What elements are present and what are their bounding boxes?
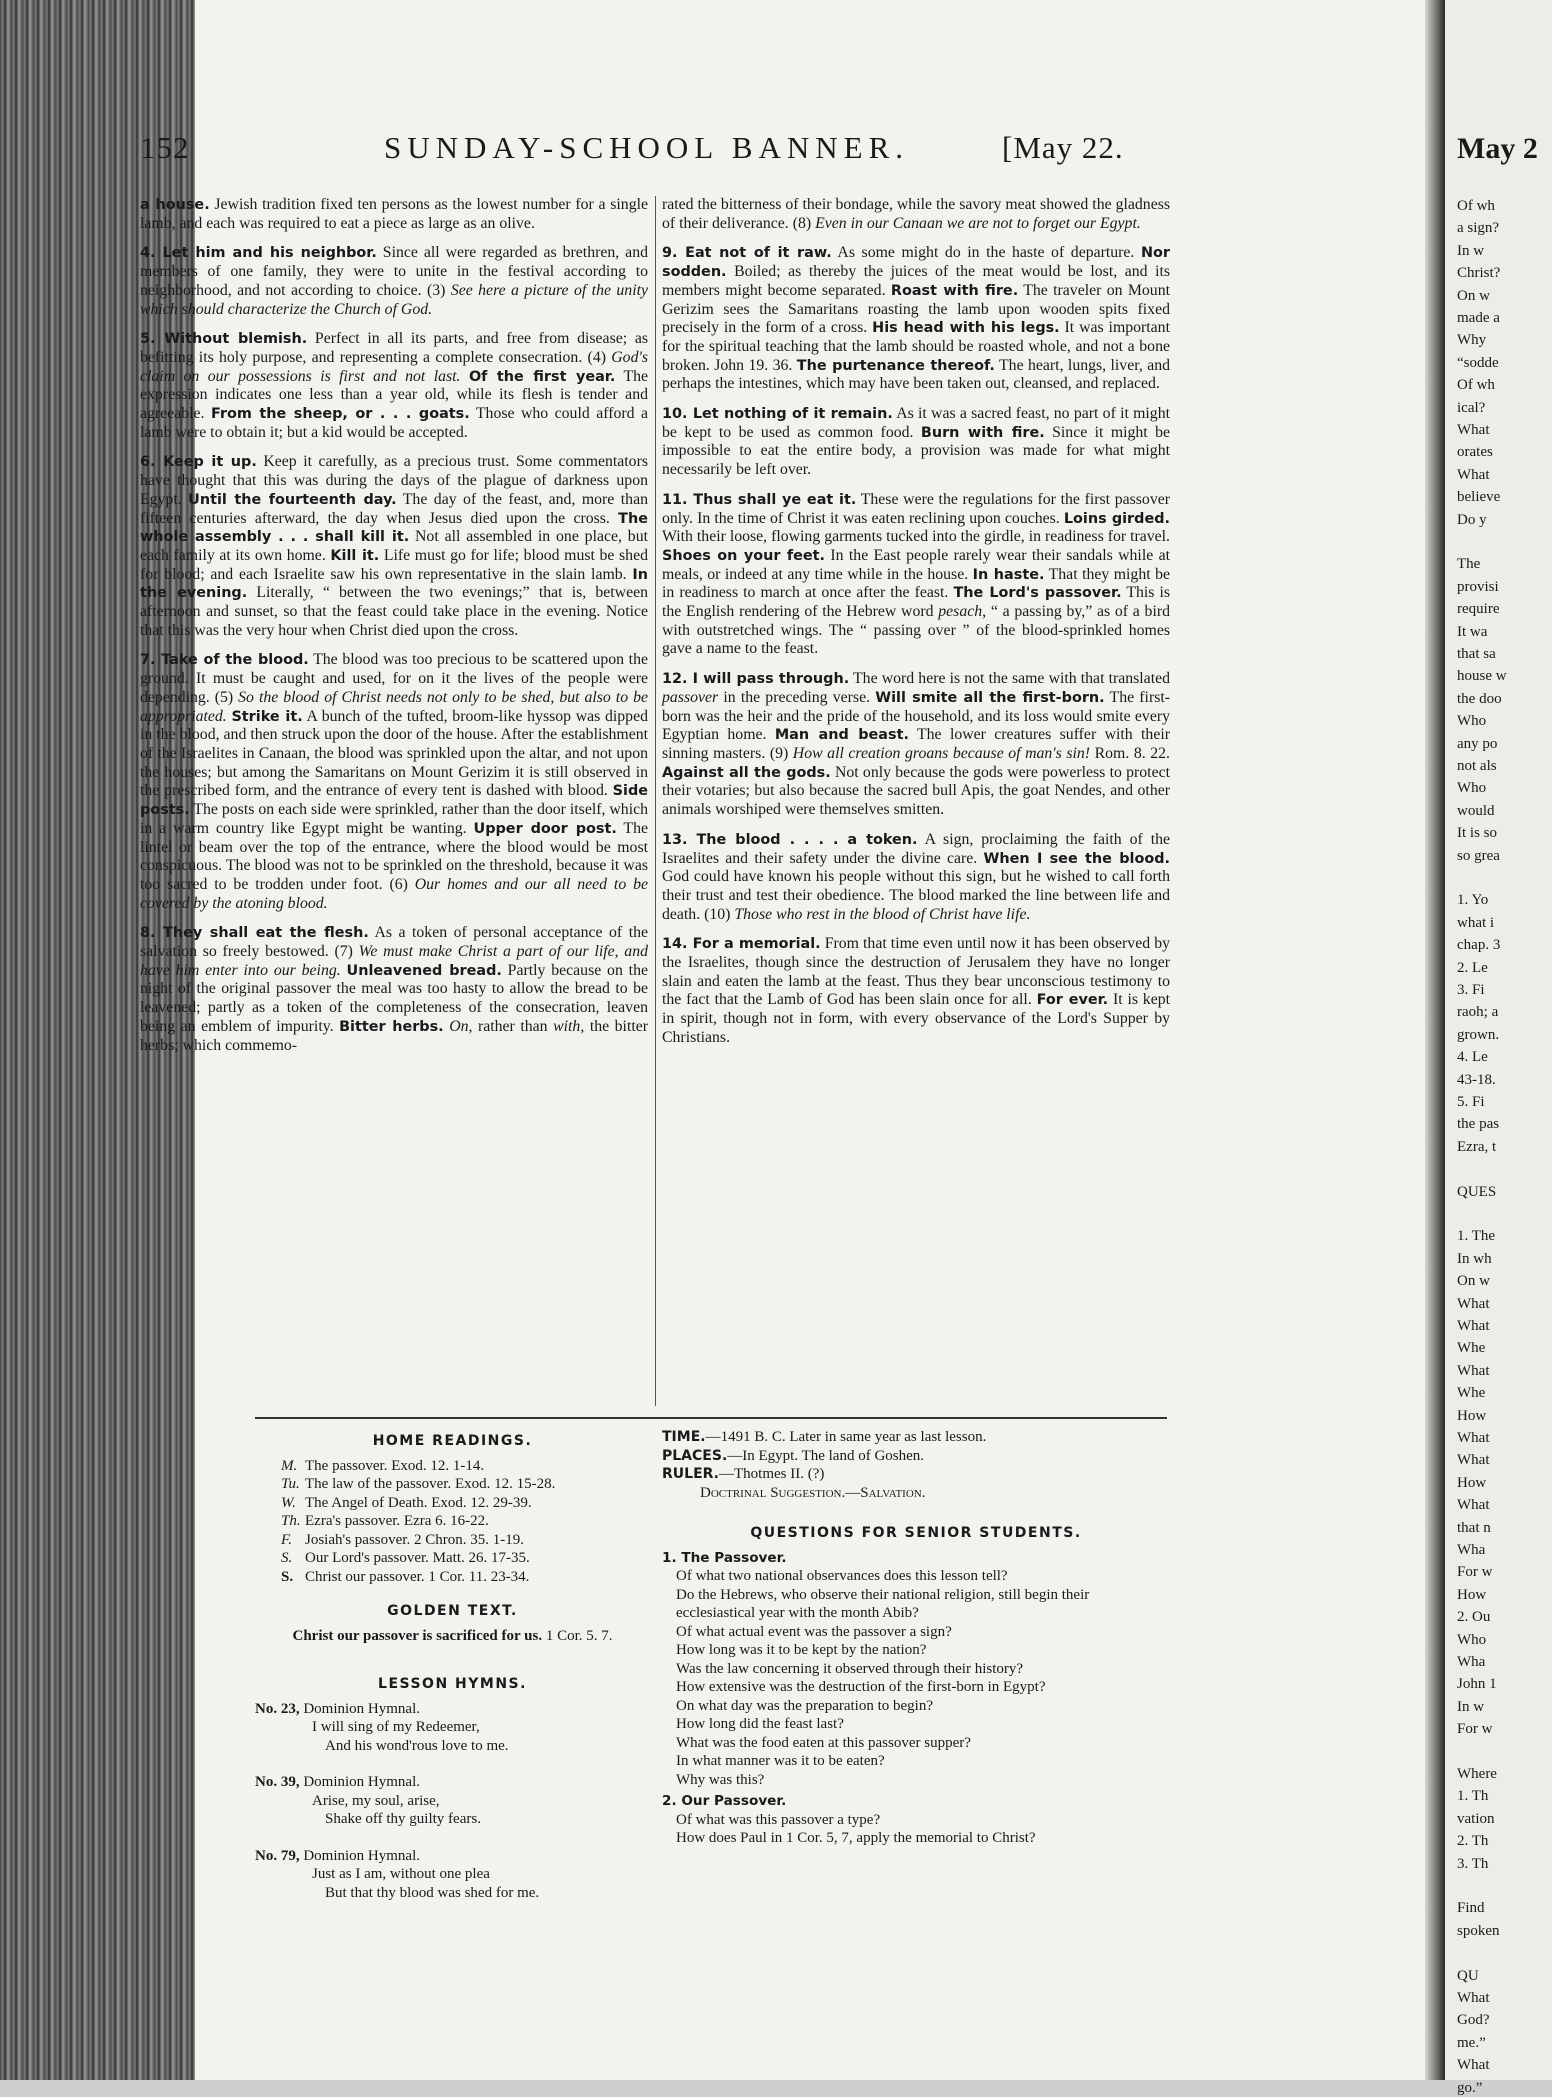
facing-page-heading: May 2 xyxy=(1457,132,1538,165)
issue-date: [May 22. xyxy=(1002,130,1124,165)
commentary-text: The lower creatures suffer with their sinning masters. (9) xyxy=(662,726,1170,762)
application-note: passover xyxy=(662,688,719,706)
verse-heading: Against all the gods. xyxy=(662,764,831,781)
commentary-text: Literally, “ between the two evenings;” that is, between afternoon and sunset, so that the feast could take place in the evening. Notice that this was the very hour when Christ died upon the cross. xyxy=(140,584,648,639)
hymn-no: No. 79, xyxy=(255,1847,300,1864)
facing-page-line: What xyxy=(1457,1497,1490,1514)
hymn-entry xyxy=(255,1700,650,1756)
commentary-text: This is the English rendering of the Hebrew word xyxy=(662,584,1170,621)
page-gutter xyxy=(1425,0,1445,2080)
commentary-text: The blood was too precious to be scattered upon the ground. It must be caught and used, for on it the lives of the people were depending. (5) xyxy=(140,651,648,706)
home-readings-section xyxy=(255,1428,650,1920)
question: Of what two national observances does this lesson tell? xyxy=(676,1568,1008,1584)
section-rule xyxy=(255,1417,1167,1419)
commentary-text: Since all were regarded as brethren, and members of one family, they were to unite in the festival according to neighborhood, and not according to choice. (3) xyxy=(140,244,648,299)
verse-heading: Will smite all the first-born. xyxy=(875,689,1105,706)
facing-page-line: What xyxy=(1457,2057,1490,2074)
commentary-text: Perfect in all its parts, and free from disease; as befitting its holy purpose, and representing a complete consecration. (4) xyxy=(140,330,648,366)
facing-page-line: 43-18. xyxy=(1457,1071,1496,1088)
commentary-text: That they might be in readiness to march at once after the feast. xyxy=(662,565,1170,602)
ruler-row xyxy=(662,1465,1170,1484)
page-number: 152 xyxy=(140,130,190,165)
reading-text: Josiah's passover. 2 Chron. 35. 1-19. xyxy=(305,1531,524,1548)
reading-day: Tu. xyxy=(281,1476,300,1492)
facing-page-line: John 1 xyxy=(1457,1676,1497,1693)
facing-page-line: 1. The xyxy=(1457,1228,1496,1245)
verse-heading: 11. Thus shall ye eat it. xyxy=(662,491,857,508)
paragraph xyxy=(140,196,648,233)
facing-page-line: raoh; a xyxy=(1457,1004,1499,1021)
hymn-number xyxy=(255,1847,650,1866)
verse-heading: His head with his legs. xyxy=(872,320,1060,337)
facing-page-line: a sign? xyxy=(1457,220,1500,237)
facing-page-line: would xyxy=(1457,802,1495,819)
verse-heading: In haste. xyxy=(972,566,1045,583)
verse-heading: The whole assembly . . . shall kill it. xyxy=(140,510,648,546)
application-note: God's claim on our possessions is first and not last. xyxy=(140,348,648,385)
facing-page-line: me.” xyxy=(1457,2034,1486,2051)
ruler-value: —Thotmes II. (?) xyxy=(719,1466,825,1482)
application-note: with, xyxy=(553,1017,585,1035)
senior-questions-title: QUESTIONS FOR SENIOR STUDENTS. xyxy=(750,1525,1082,1541)
hymn-book: Dominion Hymnal. xyxy=(299,1700,421,1717)
facing-page-line: Ezra, t xyxy=(1457,1138,1497,1155)
reading-day: S. xyxy=(281,1568,294,1585)
commentary-text: These were the regulations for the first passover only. In the time of Christ it was eaten reclining upon couches. xyxy=(662,490,1170,527)
facing-page-line: What xyxy=(1457,1362,1490,1379)
paragraph xyxy=(662,491,1170,659)
facing-page-line: Who xyxy=(1457,713,1487,730)
facing-page-line: that sa xyxy=(1457,646,1496,662)
facing-page-line: How xyxy=(1457,1407,1487,1424)
commentary-text: the bitter herbs; which commemo- xyxy=(140,1017,648,1054)
facing-page-line: 3. Th xyxy=(1457,1855,1489,1872)
facing-page-line: How xyxy=(1457,1586,1487,1603)
application-note: Even in our Canaan we are not to forget our Egypt. xyxy=(815,214,1141,232)
facing-page-line: grown. xyxy=(1457,1026,1500,1043)
paragraph xyxy=(662,935,1170,1047)
verse-heading: Until the fourteenth day. xyxy=(188,491,397,508)
facing-page-line: In wh xyxy=(1457,1250,1492,1267)
commentary-text: The word here is not the same with that translated xyxy=(849,670,1170,688)
facing-page-line: any po xyxy=(1457,735,1498,752)
commentary-text: With their loose, flowing garments tucked into the girdle, in readiness for travel. xyxy=(662,528,1170,546)
application-note: Our homes and our all need to be covered by the atoning blood. xyxy=(140,875,649,912)
reading-row xyxy=(255,1568,650,1587)
facing-page-line: what i xyxy=(1457,914,1495,931)
hymn-entry xyxy=(255,1773,650,1829)
question: On what day was the preparation to begin? xyxy=(676,1697,933,1714)
verse-heading: Unleavened bread. xyxy=(346,962,502,979)
verse-heading: 10. Let nothing of it remain. xyxy=(662,406,893,423)
facing-page-line: The xyxy=(1457,556,1481,573)
hymn-line: I will sing of my Redeemer, xyxy=(312,1719,480,1735)
time-row xyxy=(662,1428,1170,1447)
commentary-text: As a token of personal acceptance of the salvation so freely bestowed. (7) xyxy=(140,924,648,961)
places-label: PLACES. xyxy=(662,1447,728,1464)
hymn-list xyxy=(255,1700,650,1903)
commentary-text: The posts on each side were sprinkled, rather than the door itself, which in a warm country like Egypt might be wanting. xyxy=(140,801,648,837)
hymn-line: Shake off thy guilty fears. xyxy=(325,1811,481,1827)
verse-heading: 13. The blood . . . . a token. xyxy=(662,831,918,848)
facing-page-line: What xyxy=(1457,1430,1490,1446)
facing-page-line: In w xyxy=(1457,1698,1485,1715)
facing-page-line: Who xyxy=(1457,1631,1487,1648)
home-readings-list xyxy=(255,1457,650,1587)
hymn-line: Just as I am, without one plea xyxy=(312,1866,490,1882)
commentary-text: It is kept in spirit, though not in form, with every observance of the Lord's Supper by Christians. xyxy=(662,991,1171,1046)
commentary-text: Since it might be impossible to eat the entire body, a provision was made for what might necessarily be left over. xyxy=(662,423,1170,479)
reading-day: Th. xyxy=(281,1513,301,1529)
verse-heading: Bitter herbs. xyxy=(339,1018,444,1035)
golden-text-title: GOLDEN TEXT. xyxy=(387,1603,518,1619)
paragraph xyxy=(140,330,648,442)
verse-heading: Strike it. xyxy=(231,708,303,725)
facing-page-line: Find xyxy=(1457,1900,1485,1917)
verse-heading: 8. They shall eat the flesh. xyxy=(140,925,369,942)
reading-day: F. xyxy=(281,1531,292,1548)
column-divider xyxy=(655,196,656,1406)
facing-page-line: How xyxy=(1457,1474,1487,1491)
facing-page-line: Of wh xyxy=(1457,198,1495,214)
hymn-no: No. 39, xyxy=(255,1774,300,1790)
facing-page-line: spoken xyxy=(1457,1922,1500,1939)
reading-row xyxy=(255,1457,650,1476)
commentary-text: The heart, lungs, liver, and perhaps the intestines, which may have been taken out, cleansed, and replaced. xyxy=(662,356,1171,393)
places-row xyxy=(662,1447,1170,1466)
question: Of what actual event was the passover a sign? xyxy=(676,1623,952,1640)
reading-row xyxy=(255,1475,650,1494)
commentary-text: It was important for the spiritual teaching that the lamb should be roasted whole, and not a bone broken. John 19. 36. xyxy=(662,319,1170,374)
facing-page-line: QU xyxy=(1457,1967,1479,1984)
commentary-text: Not only because the gods were powerless to protect their votaries; but also because the sacred bull Apis, the goat Nendes, and other animals worshiped were themselves smitten. xyxy=(662,763,1170,819)
verse-heading: a house. xyxy=(140,197,210,213)
commentary-text: In the East people rarely wear their sandals while at meals, or indeed at any time while in the house. xyxy=(662,546,1170,583)
commentary-text: Not all assembled in one place, but each family at its own home. xyxy=(140,528,648,564)
facing-page-line: 4. Le xyxy=(1457,1049,1488,1066)
reading-text: Our Lord's passover. Matt. 26. 17-35. xyxy=(305,1550,530,1566)
facing-page-line: ical? xyxy=(1457,399,1486,416)
hymn-entry xyxy=(255,1847,650,1903)
application-note: How all creation groans because of man's sin! xyxy=(792,744,1091,762)
home-readings-title: HOME READINGS. xyxy=(372,1433,533,1449)
verse-heading: 5. Without blemish. xyxy=(140,331,308,348)
hymn-no: No. 23, xyxy=(255,1700,300,1717)
commentary-text: A bunch of the tufted, broom-like hyssop was dipped in the blood, and then struck upon the door of the house. After the establishment of the Israelites in Canaan, the blood was sprinkled upon the altar, and not upon the houses; but among the Samaritans on Mount Gerizim it is still observed in the prescribed form, and the entrance of every tent is dashed with blood. xyxy=(140,707,648,800)
facing-page-line: Whe xyxy=(1457,1340,1486,1357)
reading-day: M. xyxy=(281,1457,298,1474)
verse-heading: Loins girded. xyxy=(1063,510,1170,527)
commentary-text: The expression indicates one less than a year old, while its flesh is tender and agreeable. xyxy=(140,367,648,423)
verse-heading: When I see the blood. xyxy=(983,850,1170,867)
reading-row xyxy=(255,1512,650,1531)
senior-questions-section xyxy=(662,1524,1170,1848)
verse-heading: 4. Let him and his neighbor. xyxy=(140,245,377,262)
commentary-text: rated the bitterness of their bondage, while the savory meat showed the gladness of their deliverance. (8) xyxy=(662,196,1170,232)
facing-page-line: QUES xyxy=(1457,1183,1497,1200)
commentary-text: Jewish tradition fixed ten persons as the lowest number for a single lamb, and each was required to eat a piece as large as an olive. xyxy=(140,196,648,232)
application-note: Those who rest in the blood of Christ have life. xyxy=(734,905,1031,923)
paragraph xyxy=(140,244,648,319)
commentary-text: in the preceding verse. xyxy=(718,688,876,706)
question: How does Paul in 1 Cor. 5, 7, apply the memorial to Christ? xyxy=(676,1830,1036,1846)
facing-page-line: that n xyxy=(1457,1519,1491,1536)
golden-text-section xyxy=(255,1602,650,1645)
facing-page-line: Who xyxy=(1457,780,1487,797)
hymn-line: Arise, my soul, arise, xyxy=(312,1792,440,1809)
question-list xyxy=(662,1549,1170,1848)
reading-text: The Angel of Death. Exod. 12. 29-39. xyxy=(305,1494,532,1511)
facing-page-line: On w xyxy=(1457,1273,1490,1290)
application-note: We must make Christ a part of our life, and have him enter into our being. xyxy=(140,943,649,979)
verse-heading: The Lord's passover. xyxy=(953,585,1122,602)
commentary-text: The first-born was the heir and the pride of the household, and its loss would smite every Egyptian home. xyxy=(662,688,1171,744)
facing-page-line: For w xyxy=(1457,1564,1493,1581)
facing-page-line: 1. Th xyxy=(1457,1788,1489,1805)
reading-text: Ezra's passover. Ezra 6. 16-22. xyxy=(305,1513,489,1529)
verse-heading: 6. Keep it up. xyxy=(140,454,257,471)
question: How extensive was the destruction of the first-born in Egypt? xyxy=(676,1679,1046,1695)
hymn-line: But that thy blood was shed for me. xyxy=(325,1884,540,1901)
commentary-text: As it was a sacred feast, no part of it might be kept to be used as common food. xyxy=(662,405,1170,441)
paragraph xyxy=(140,924,648,1055)
facing-page-line: Where xyxy=(1457,1766,1497,1782)
verse-heading: Roast with fire. xyxy=(890,282,1019,299)
commentary-text: As some might do in the haste of departure. xyxy=(831,244,1141,262)
paragraph xyxy=(662,670,1170,820)
facing-page-line: What xyxy=(1457,1990,1490,2006)
facing-page-line: 3. Fi xyxy=(1457,982,1485,998)
lesson-hymns-section xyxy=(255,1675,650,1902)
facing-page-line: 1. Yo xyxy=(1457,892,1489,909)
paragraph xyxy=(140,651,648,913)
commentary-text: The day of the feast, and, more than fifteen centuries afterward, the day when Jesus died upon the cross. xyxy=(140,490,648,527)
reading-text: The law of the passover. Exod. 12. 15-28. xyxy=(305,1476,556,1492)
commentary-right-column xyxy=(662,196,1170,1059)
commentary-text: Partly because on the night of the original passover the meal was too hasty to allow the bread to be leavened; partly as a token of the completeness of the consecration, leaven being an emblem of impurity. xyxy=(140,961,648,1035)
facing-page-line: Wha xyxy=(1457,1542,1486,1558)
facing-page-line: Why xyxy=(1457,332,1487,349)
question: What was the food eaten at this passover supper? xyxy=(676,1734,971,1751)
facing-page-line: “sodde xyxy=(1457,354,1499,371)
facing-page-line: 2. Ou xyxy=(1457,1609,1491,1626)
facing-page-line: 2. Le xyxy=(1457,959,1488,976)
verse-heading: The purtenance thereof. xyxy=(796,357,995,374)
time-label: TIME. xyxy=(662,1429,706,1445)
commentary-left-column xyxy=(140,196,648,1066)
facing-page-line: Whe xyxy=(1457,1385,1486,1402)
commentary-text: The lintel or beam over the top of the entrance, where the blood would be most conspicuous. The blood was not to be sprinkled on the threshold, because it was too sacred to be trodden under foot. (6) xyxy=(140,819,648,893)
reading-day: W. xyxy=(281,1494,296,1511)
application-note: So the blood of Christ needs not only to be shed, but also to be appropriated. xyxy=(140,688,648,725)
verse-heading: 7. Take of the blood. xyxy=(140,652,309,669)
commentary-text: “ a passing by,” as of a bird with outstretched wings. The “ passing over ” of the blood-sprinkled homes gave a name to the feast. xyxy=(662,603,1170,658)
reading-day: S. xyxy=(281,1550,293,1566)
hymn-book: Dominion Hymnal. xyxy=(299,1774,421,1790)
facing-page xyxy=(1445,0,1552,2096)
facing-page-line: require xyxy=(1457,601,1500,618)
verse-heading: For ever. xyxy=(1036,992,1109,1009)
facing-page-line: What xyxy=(1457,422,1490,438)
reading-text: The passover. Exod. 12. 1-14. xyxy=(305,1457,485,1474)
verse-heading: 9. Eat not of it raw. xyxy=(662,245,832,262)
facing-page-line: Of wh xyxy=(1457,377,1495,394)
golden-text xyxy=(255,1627,650,1646)
facing-page-line: It is so xyxy=(1457,825,1498,842)
lesson-hymns-title: LESSON HYMNS. xyxy=(378,1676,527,1692)
facing-page-line: It wa xyxy=(1457,623,1488,640)
facing-page-line: so grea xyxy=(1457,847,1500,864)
reading-text: Christ our passover. 1 Cor. 11. 23-34. xyxy=(305,1568,530,1585)
facing-page-line: Do y xyxy=(1457,511,1487,528)
facing-page-line: believe xyxy=(1457,489,1501,506)
reading-row xyxy=(255,1494,650,1513)
question: Of what was this passover a type? xyxy=(676,1811,881,1828)
verse-heading: 12. I will pass through. xyxy=(662,671,850,688)
verse-heading: From the sheep, or . . . goats. xyxy=(210,406,470,423)
hymn-number xyxy=(255,1700,650,1719)
hymn-book: Dominion Hymnal. xyxy=(299,1847,421,1864)
facing-page-line: What xyxy=(1457,1318,1490,1334)
ruler-label: RULER. xyxy=(662,1466,719,1482)
commentary-text: Life must go for life; blood must be shed for blood; and each Israelite saw his own representative in the slain lamb. xyxy=(140,546,648,583)
verse-heading: Burn with fire. xyxy=(920,424,1045,441)
question-section-heading: 1. The Passover. xyxy=(662,1549,787,1566)
commentary-text: rather than xyxy=(472,1017,554,1035)
paragraph xyxy=(662,405,1170,480)
golden-text-body: Christ our passover is sacrificed for us. xyxy=(292,1627,543,1644)
journal-title: SUNDAY-SCHOOL BANNER. xyxy=(384,130,910,165)
facing-page-line: 2. Th xyxy=(1457,1833,1489,1850)
facing-page-line: go.” xyxy=(1457,2079,1483,2096)
facing-page-line: On w xyxy=(1457,287,1490,304)
verse-heading: Side posts. xyxy=(140,783,648,819)
facing-page-line: What xyxy=(1457,1452,1490,1469)
commentary-text: God could have known his people without this sign, but he wished to call forth their trust and test their obedience. The blood marked the line between life and death. (10) xyxy=(662,868,1170,923)
facing-page-line: the doo xyxy=(1457,690,1502,707)
commentary-text: From that time even until now it has been observed by the Israelites, though since the destruction of Jerusalem they have no longer slain and eaten the lamb at the feast. Thus they bear unconscious testimony to the fact that the Lamb of God has been slain once for all. xyxy=(662,935,1170,1009)
commentary-text xyxy=(461,368,469,385)
facing-page-line: In w xyxy=(1457,242,1485,259)
facing-page-line: provisi xyxy=(1457,578,1499,595)
facing-page-line: vation xyxy=(1457,1810,1495,1827)
facing-page-line: God? xyxy=(1457,2012,1490,2029)
commentary-text: Boiled; as thereby the juices of the meat would be lost, and its members might become separated. xyxy=(662,263,1170,299)
verse-heading: Nor sodden. xyxy=(662,245,1170,281)
question: How long was it to be kept by the nation? xyxy=(676,1642,927,1658)
facing-page-line: Wha xyxy=(1457,1654,1486,1670)
facing-page-line: Christ? xyxy=(1457,265,1501,282)
verse-heading: Shoes on your feet. xyxy=(662,547,825,564)
paragraph xyxy=(662,831,1170,925)
places-value: —In Egypt. The land of Goshen. xyxy=(727,1447,925,1464)
commentary-text: The traveler on Mount Gerizim sees the Samaritans roasting the lamb upon wooden spits fixed precisely in the form of a cross. xyxy=(662,281,1170,337)
application-note: pesach, xyxy=(938,603,987,621)
paragraph xyxy=(662,196,1170,233)
verse-heading: Kill it. xyxy=(330,547,380,564)
time-value: —1491 B. C. Later in same year as last lesson. xyxy=(705,1429,987,1445)
lesson-info-section xyxy=(662,1428,1170,1848)
question: In what manner was it to be eaten? xyxy=(676,1753,885,1769)
facing-page-line: What xyxy=(1457,466,1490,483)
hymn-line: And his wond'rous love to me. xyxy=(325,1737,509,1754)
question: Do the Hebrews, who observe their national religion, still begin their ecclesiastical year with the month Abib? xyxy=(676,1586,1090,1621)
verse-heading: Of the first year. xyxy=(468,368,616,385)
facing-page-line: What xyxy=(1457,1295,1490,1312)
question: Was the law concerning it observed through their history? xyxy=(676,1660,1024,1677)
facing-page-line: the pas xyxy=(1457,1116,1500,1133)
verse-heading: Man and beast. xyxy=(774,727,909,744)
application-note: See here a picture of the unity which should characterize the Church of God. xyxy=(140,281,648,318)
paragraph xyxy=(140,453,648,640)
facing-page-line: house w xyxy=(1457,668,1507,685)
facing-page-line: orates xyxy=(1457,444,1493,461)
verse-heading: In the evening. xyxy=(140,566,648,602)
question: Why was this? xyxy=(676,1771,765,1788)
golden-text-ref: 1 Cor. 5. 7. xyxy=(542,1627,613,1644)
verse-heading: Upper door post. xyxy=(473,820,617,837)
reading-row xyxy=(255,1549,650,1568)
doctrinal-suggestion: Doctrinal Suggestion.—Salvation. xyxy=(700,1484,926,1501)
commentary-text: A sign, proclaiming the faith of the Israelites and their safety under the divine care. xyxy=(662,830,1170,867)
commentary-text: Those who could afford a lamb were to obtain it; but a kid would be accepted. xyxy=(140,405,649,441)
application-note: On, xyxy=(449,1017,473,1035)
reading-row xyxy=(255,1531,650,1550)
facing-page-line: 5. Fi xyxy=(1457,1094,1485,1110)
commentary-text: Rom. 8. 22. xyxy=(1090,744,1170,762)
facing-page-line: not als xyxy=(1457,758,1497,774)
question: How long did the feast last? xyxy=(676,1716,844,1732)
paragraph xyxy=(662,244,1170,394)
hymn-number xyxy=(255,1773,650,1792)
commentary-text: Keep it carefully, as a precious trust. Some commentators have thought that this was during the days of the plague of darkness upon Egypt. xyxy=(140,453,648,508)
facing-page-line: chap. 3 xyxy=(1457,937,1501,954)
facing-page-line: made a xyxy=(1457,310,1500,326)
question-section-heading: 2. Our Passover. xyxy=(662,1793,787,1809)
verse-heading: 14. For a memorial. xyxy=(662,936,821,953)
facing-page-line: For w xyxy=(1457,1721,1493,1738)
